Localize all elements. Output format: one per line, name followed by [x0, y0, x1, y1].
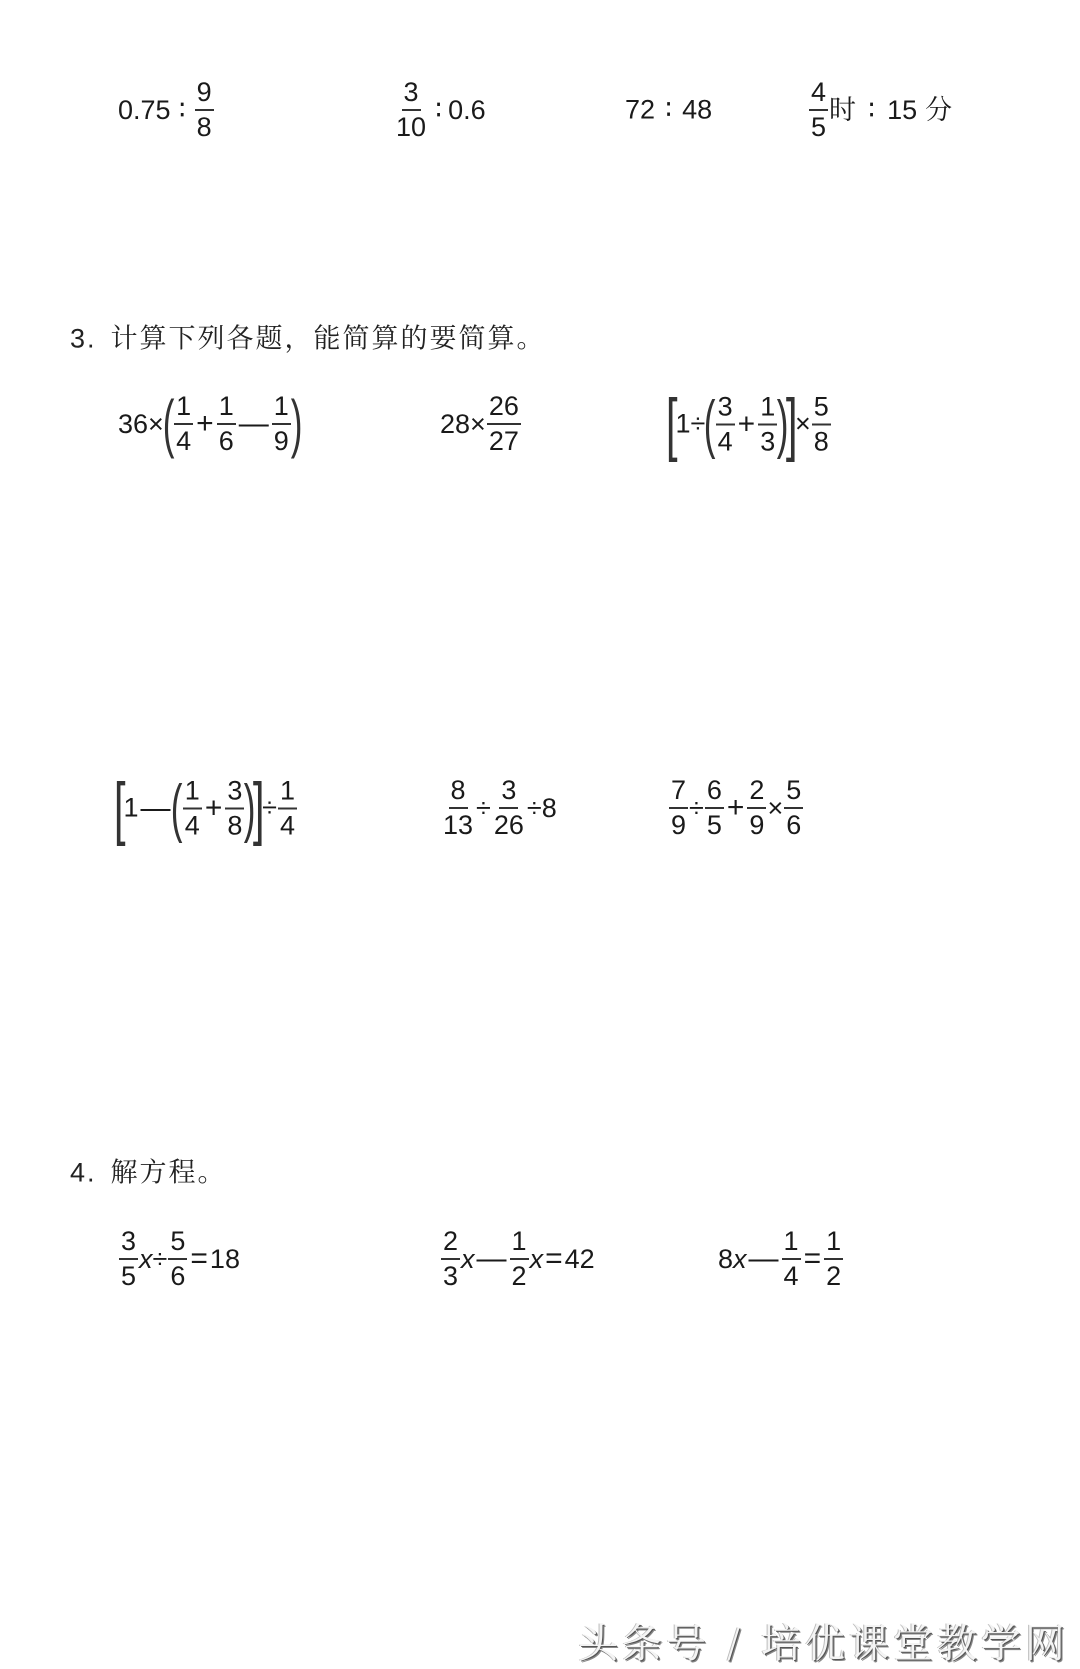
numerator: 1: [758, 393, 777, 425]
fraction: [217, 393, 236, 455]
equation-4-2: [440, 1228, 595, 1290]
plus-sign: +: [196, 407, 214, 440]
fraction: [809, 79, 828, 141]
fraction: [174, 393, 193, 455]
fraction: [782, 1228, 801, 1290]
equals-sign: =: [545, 1242, 563, 1275]
plus-sign: +: [726, 791, 745, 824]
numerator: 3: [716, 393, 735, 425]
unit-minute: 分: [925, 94, 953, 126]
fraction: [705, 777, 724, 839]
right-bracket: ]: [785, 384, 798, 463]
fraction: [758, 393, 777, 455]
operand: 1: [675, 408, 691, 439]
denominator: 8: [813, 426, 829, 456]
section-3-heading: [70, 317, 546, 356]
equals-sign: =: [803, 1242, 822, 1275]
right-paren: ): [777, 387, 789, 460]
rhs: 42: [564, 1243, 595, 1274]
numerator: 1: [272, 393, 291, 425]
right-paren: ): [290, 387, 303, 460]
numerator: 1: [824, 1228, 843, 1260]
numerator: 5: [812, 393, 831, 425]
minus-sign: —: [140, 791, 171, 824]
denominator: 4: [184, 810, 200, 840]
denominator: 4: [717, 426, 733, 456]
ratio-term: 0.75: [118, 94, 171, 125]
denominator: 27: [488, 426, 519, 456]
denominator: 5: [706, 810, 722, 840]
problem-3-3: [665, 384, 832, 463]
ratio-3/10-to-0.6: [393, 79, 486, 141]
numerator: 1: [183, 777, 202, 809]
left-bracket: [: [665, 384, 678, 463]
operand: 8: [541, 792, 557, 823]
fraction: [492, 777, 526, 839]
denominator: 3: [443, 1261, 459, 1291]
numerator: 8: [449, 777, 468, 809]
denominator: 26: [493, 810, 524, 840]
fraction: [225, 777, 244, 839]
numerator: 4: [809, 79, 828, 111]
watermark: 头条号 / 培优课堂教学网: [578, 1621, 1069, 1667]
minus-sign: —: [476, 1242, 507, 1275]
numerator: 6: [705, 777, 724, 809]
left-bracket: [: [113, 768, 126, 847]
left-paren: (: [162, 387, 175, 460]
problem-3-1: [118, 387, 303, 460]
ratio-term: 0.6: [448, 94, 486, 125]
fraction: [747, 777, 766, 839]
fraction: [183, 777, 202, 839]
section-4-heading: [70, 1151, 227, 1190]
divide-sign: ÷: [262, 792, 277, 823]
divide-sign: ÷: [476, 792, 491, 823]
ratio-term: 72: [625, 94, 656, 125]
numerator: 9: [195, 79, 214, 111]
unit-hour: 时: [829, 94, 857, 126]
equation-4-1: [118, 1228, 240, 1290]
numerator: 1: [782, 1228, 801, 1260]
times-sign: ×: [148, 408, 164, 439]
fraction: [278, 777, 297, 839]
fraction: [441, 1228, 460, 1290]
denominator: 2: [826, 1261, 842, 1291]
problem-3-4: [113, 768, 298, 847]
denominator: 4: [279, 810, 296, 840]
fraction: [510, 1228, 529, 1290]
right-bracket: ]: [252, 768, 265, 847]
denominator: 6: [786, 810, 802, 840]
times-sign: ×: [470, 408, 486, 439]
coefficient: 8: [718, 1243, 734, 1274]
fraction: [487, 393, 521, 455]
left-paren: (: [171, 771, 184, 844]
denominator: 5: [811, 112, 827, 142]
operand: 36: [118, 408, 149, 439]
denominator: 10: [396, 112, 427, 142]
fraction: [394, 79, 428, 141]
section-title: 解方程。: [110, 1157, 227, 1189]
numerator: 26: [487, 393, 521, 425]
denominator: 4: [783, 1261, 799, 1291]
numerator: 7: [669, 777, 688, 809]
fraction: [784, 777, 803, 839]
divide-sign: ÷: [526, 792, 542, 823]
numerator: 1: [510, 1228, 529, 1260]
operand: 1: [123, 792, 139, 823]
divide-sign: ÷: [690, 408, 706, 439]
ratio-4/5h-to-15min: [808, 79, 952, 141]
fraction: [824, 1228, 843, 1290]
denominator: 4: [176, 426, 192, 456]
ratio-colon: ∶: [178, 94, 186, 125]
fraction: [195, 79, 214, 141]
section-number: 4.: [70, 1157, 97, 1188]
divide-sign: ÷: [152, 1243, 168, 1274]
ratio-colon: ∶: [435, 94, 443, 125]
numerator: 3: [402, 79, 421, 111]
denominator: 8: [227, 810, 243, 840]
operand: 28: [440, 408, 471, 439]
minus-sign: —: [748, 1242, 779, 1275]
problem-3-6: [668, 777, 804, 839]
ratio-term: 15: [887, 94, 918, 125]
fraction: [812, 393, 831, 455]
plus-sign: +: [204, 791, 223, 824]
denominator: 9: [749, 810, 765, 840]
denominator: 13: [443, 810, 474, 840]
denominator: 6: [218, 426, 234, 456]
denominator: 8: [196, 112, 212, 142]
times-sign: ×: [767, 792, 784, 823]
variable-x: x: [139, 1243, 153, 1274]
fraction: [272, 393, 291, 455]
denominator: 3: [760, 426, 776, 456]
equals-sign: =: [190, 1242, 208, 1275]
numerator: 1: [174, 393, 193, 425]
problem-3-5: [440, 777, 557, 839]
minus-sign: —: [238, 407, 269, 440]
denominator: 2: [511, 1261, 527, 1291]
numerator: 1: [278, 777, 297, 809]
ratio-72-to-48: [625, 94, 713, 125]
denominator: 6: [170, 1261, 186, 1291]
numerator: 3: [225, 777, 244, 809]
denominator: 9: [671, 810, 687, 840]
ratio-0.75-to-9/8: [118, 79, 215, 141]
numerator: 5: [168, 1228, 187, 1260]
numerator: 1: [217, 393, 236, 425]
fraction: [441, 777, 475, 839]
numerator: 3: [119, 1228, 138, 1260]
times-sign: ×: [794, 408, 811, 439]
denominator: 9: [273, 426, 289, 456]
numerator: 2: [747, 777, 766, 809]
rhs: 18: [209, 1243, 240, 1274]
divide-sign: ÷: [689, 792, 704, 823]
variable-x: x: [733, 1243, 747, 1274]
left-paren: (: [704, 387, 716, 460]
fraction: [168, 1228, 187, 1290]
fraction: [716, 393, 735, 455]
section-title: 计算下列各题，能简算的要简算。: [110, 323, 546, 355]
ratio-colon: ∶: [868, 94, 876, 125]
right-paren: ): [244, 771, 256, 844]
denominator: 5: [121, 1261, 137, 1291]
problem-3-2: [440, 393, 522, 455]
variable-x: x: [529, 1243, 544, 1274]
ratio-colon: ∶: [665, 94, 673, 125]
fraction: [119, 1228, 138, 1290]
plus-sign: +: [737, 407, 756, 440]
numerator: 5: [784, 777, 803, 809]
numerator: 3: [499, 777, 518, 809]
equation-4-3: [718, 1228, 844, 1290]
ratio-term: 48: [682, 94, 713, 125]
numerator: 2: [441, 1228, 460, 1260]
variable-x: x: [461, 1243, 475, 1274]
fraction: [669, 777, 688, 839]
section-number: 3.: [70, 323, 97, 354]
